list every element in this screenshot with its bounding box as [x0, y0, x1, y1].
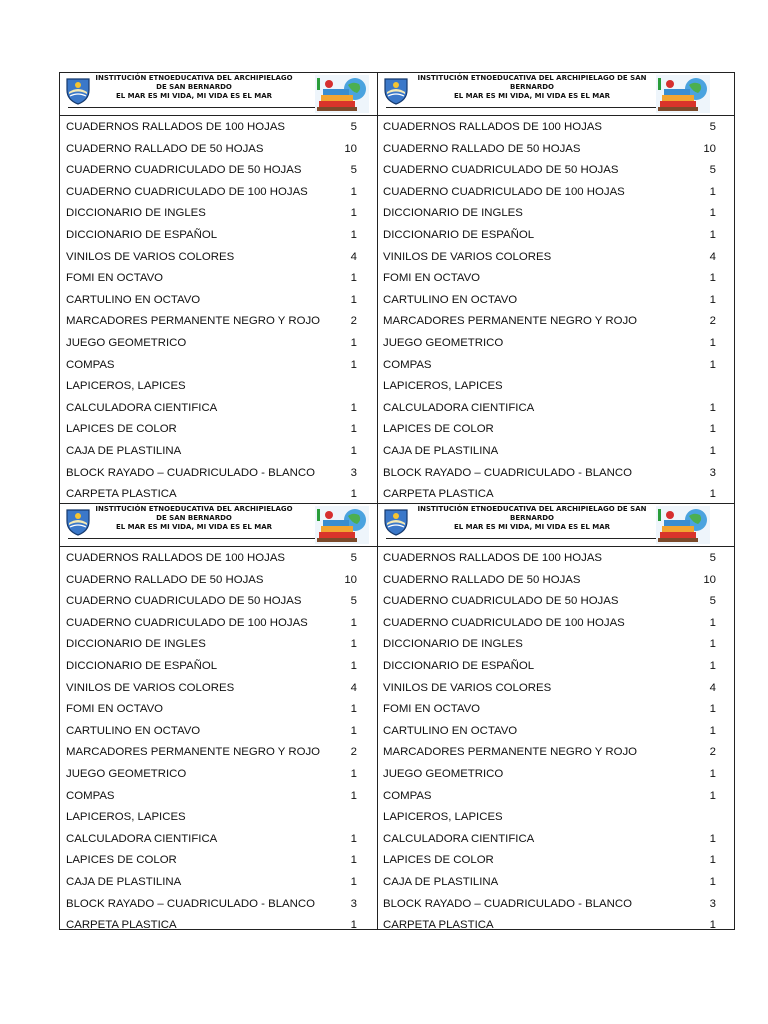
header-rule: [68, 107, 330, 108]
list-item: CUADERNO CUADRICULADO DE 50 HOJAS 5: [66, 164, 357, 177]
list-item: JUEGO GEOMETRICO 1: [383, 336, 716, 349]
school-motto: EL MAR ES MI VIDA, MI VIDA ES EL MAR: [115, 92, 273, 100]
list-item: BLOCK RAYADO – CUADRICULADO - BLANCO 3: [383, 897, 716, 910]
list-item: VINILOS DE VARIOS COLORES 4: [66, 681, 357, 694]
books-globe-icon: [656, 75, 710, 113]
school-name-line1: INSTITUCIÓN ETNOEDUCATIVA DEL ARCHIPIELAGO DE SAN: [417, 74, 647, 82]
list-item: CARTULINO EN OCTAVO 1: [66, 724, 357, 737]
list-item: LAPICEROS, LAPICES: [383, 811, 503, 824]
list-item: CUADERNO CUADRICULADO DE 50 HOJAS 5: [383, 164, 716, 177]
school-motto: EL MAR ES MI VIDA, MI VIDA ES EL MAR: [115, 523, 273, 531]
card-header: [378, 73, 734, 116]
list-item: VINILOS DE VARIOS COLORES 4: [66, 250, 357, 263]
list-item: DICCIONARIO DE INGLES 1: [66, 207, 357, 220]
list-item: CARPETA PLASTICA 1: [66, 488, 357, 501]
list-item: CAJA DE PLASTILINA 1: [383, 444, 716, 457]
list-item: FOMI EN OCTAVO 1: [66, 272, 357, 285]
list-item: CAJA DE PLASTILINA 1: [66, 875, 357, 888]
list-item: JUEGO GEOMETRICO 1: [383, 767, 716, 780]
list-item: MARCADORES PERMANENTE NEGRO Y ROJO 2: [383, 315, 716, 328]
list-item: DICCIONARIO DE ESPAÑOL 1: [66, 659, 357, 672]
supply-card-bottom-right: [378, 503, 735, 930]
list-item: LAPICES DE COLOR 1: [66, 854, 357, 867]
list-item: CUADERNOS RALLADOS DE 100 HOJAS 5: [66, 121, 357, 133]
list-item: CARPETA PLASTICA 1: [383, 488, 716, 501]
list-item: FOMI EN OCTAVO 1: [66, 703, 357, 716]
list-item: CAJA DE PLASTILINA 1: [383, 875, 716, 888]
list-item: MARCADORES PERMANENTE NEGRO Y ROJO 2: [66, 315, 357, 328]
school-name-line1: INSTITUCIÓN ETNOEDUCATIVA DEL ARCHIPIELAGO: [95, 505, 293, 513]
list-item: CUADERNO CUADRICULADO DE 50 HOJAS 5: [66, 595, 357, 608]
list-item: CUADERNO CUADRICULADO DE 100 HOJAS 1: [66, 185, 357, 198]
list-item: DICCIONARIO DE INGLES 1: [66, 638, 357, 651]
list-item: MARCADORES PERMANENTE NEGRO Y ROJO 2: [383, 746, 716, 759]
list-item: MARCADORES PERMANENTE NEGRO Y ROJO 2: [66, 746, 357, 759]
list-item: DICCIONARIO DE ESPAÑOL 1: [66, 228, 357, 241]
list-item: DICCIONARIO DE INGLES 1: [383, 638, 716, 651]
school-heading: [94, 74, 294, 101]
list-item: LAPICEROS, LAPICES: [383, 380, 503, 393]
list-item: CARPETA PLASTICA 1: [383, 919, 716, 932]
school-heading: [94, 505, 294, 532]
list-item: LAPICES DE COLOR 1: [66, 423, 357, 436]
supply-card-bottom-left: [59, 503, 378, 930]
list-item: COMPAS 1: [383, 789, 716, 802]
list-item: CALCULADORA CIENTIFICA 1: [383, 401, 716, 414]
supply-list-sheet: [59, 72, 735, 930]
books-globe-icon: [315, 75, 369, 113]
list-item: JUEGO GEOMETRICO 1: [66, 336, 357, 349]
list-item: CARTULINO EN OCTAVO 1: [383, 724, 716, 737]
list-item: DICCIONARIO DE INGLES 1: [383, 207, 716, 220]
list-item: CUADERNO RALLADO DE 50 HOJAS 10: [383, 573, 716, 586]
list-item: COMPAS 1: [66, 358, 357, 371]
school-crest-icon: [381, 507, 411, 537]
school-crest-icon: [63, 76, 93, 106]
supply-card-top-right: [378, 72, 735, 504]
list-item: CUADERNO RALLADO DE 50 HOJAS 10: [66, 573, 357, 586]
list-item: VINILOS DE VARIOS COLORES 4: [383, 681, 716, 694]
header-rule: [386, 538, 688, 539]
list-item: CARTULINO EN OCTAVO 1: [383, 293, 716, 306]
list-item: COMPAS 1: [66, 789, 357, 802]
supply-list: [60, 548, 377, 937]
school-crest-icon: [63, 507, 93, 537]
school-name-line2: BERNARDO: [510, 514, 554, 522]
school-crest-icon: [381, 76, 411, 106]
supply-list: [378, 548, 734, 937]
supply-list: [60, 117, 377, 506]
list-item: CUADERNO RALLADO DE 50 HOJAS 10: [383, 142, 716, 155]
school-name-line1: INSTITUCIÓN ETNOEDUCATIVA DEL ARCHIPIELAGO: [95, 74, 293, 82]
supply-card-top-left: [59, 72, 378, 504]
list-item: CALCULADORA CIENTIFICA 1: [66, 401, 357, 414]
school-name-line2: BERNARDO: [510, 83, 554, 91]
list-item: LAPICEROS, LAPICES: [66, 811, 186, 824]
list-item: CUADERNO CUADRICULADO DE 100 HOJAS 1: [383, 185, 716, 198]
list-item: CAJA DE PLASTILINA 1: [66, 444, 357, 457]
list-item: CARTULINO EN OCTAVO 1: [66, 293, 357, 306]
list-item: CALCULADORA CIENTIFICA 1: [383, 832, 716, 845]
header-rule: [68, 538, 330, 539]
list-item: CUADERNO CUADRICULADO DE 100 HOJAS 1: [66, 616, 357, 629]
school-name-line2: DE SAN BERNARDO: [156, 514, 232, 522]
list-item: BLOCK RAYADO – CUADRICULADO - BLANCO 3: [66, 897, 357, 910]
school-heading: [412, 74, 652, 101]
school-name-line2: DE SAN BERNARDO: [156, 83, 232, 91]
list-item: LAPICEROS, LAPICES: [66, 380, 186, 393]
supply-list: [378, 117, 734, 506]
card-header: [60, 504, 377, 547]
school-heading: [412, 505, 652, 532]
list-item: CARPETA PLASTICA 1: [66, 919, 357, 932]
list-item: CUADERNOS RALLADOS DE 100 HOJAS 5: [383, 552, 716, 564]
list-item: FOMI EN OCTAVO 1: [383, 272, 716, 285]
school-motto: EL MAR ES MI VIDA, MI VIDA ES EL MAR: [453, 523, 611, 531]
list-item: FOMI EN OCTAVO 1: [383, 703, 716, 716]
books-globe-icon: [656, 506, 710, 544]
books-globe-icon: [315, 506, 369, 544]
list-item: CUADERNO CUADRICULADO DE 50 HOJAS 5: [383, 595, 716, 608]
list-item: LAPICES DE COLOR 1: [383, 854, 716, 867]
card-header: [60, 73, 377, 116]
header-rule: [386, 107, 688, 108]
school-name-line1: INSTITUCIÓN ETNOEDUCATIVA DEL ARCHIPIELAGO DE SAN: [417, 505, 647, 513]
list-item: LAPICES DE COLOR 1: [383, 423, 716, 436]
list-item: CALCULADORA CIENTIFICA 1: [66, 832, 357, 845]
card-header: [378, 504, 734, 547]
list-item: VINILOS DE VARIOS COLORES 4: [383, 250, 716, 263]
list-item: BLOCK RAYADO – CUADRICULADO - BLANCO 3: [383, 466, 716, 479]
list-item: BLOCK RAYADO – CUADRICULADO - BLANCO 3: [66, 466, 357, 479]
list-item: JUEGO GEOMETRICO 1: [66, 767, 357, 780]
list-item: CUADERNOS RALLADOS DE 100 HOJAS 5: [383, 121, 716, 133]
school-motto: EL MAR ES MI VIDA, MI VIDA ES EL MAR: [453, 92, 611, 100]
list-item: COMPAS 1: [383, 358, 716, 371]
list-item: DICCIONARIO DE ESPAÑOL 1: [383, 659, 716, 672]
list-item: CUADERNO CUADRICULADO DE 100 HOJAS 1: [383, 616, 716, 629]
list-item: CUADERNO RALLADO DE 50 HOJAS 10: [66, 142, 357, 155]
list-item: CUADERNOS RALLADOS DE 100 HOJAS 5: [66, 552, 357, 564]
list-item: DICCIONARIO DE ESPAÑOL 1: [383, 228, 716, 241]
